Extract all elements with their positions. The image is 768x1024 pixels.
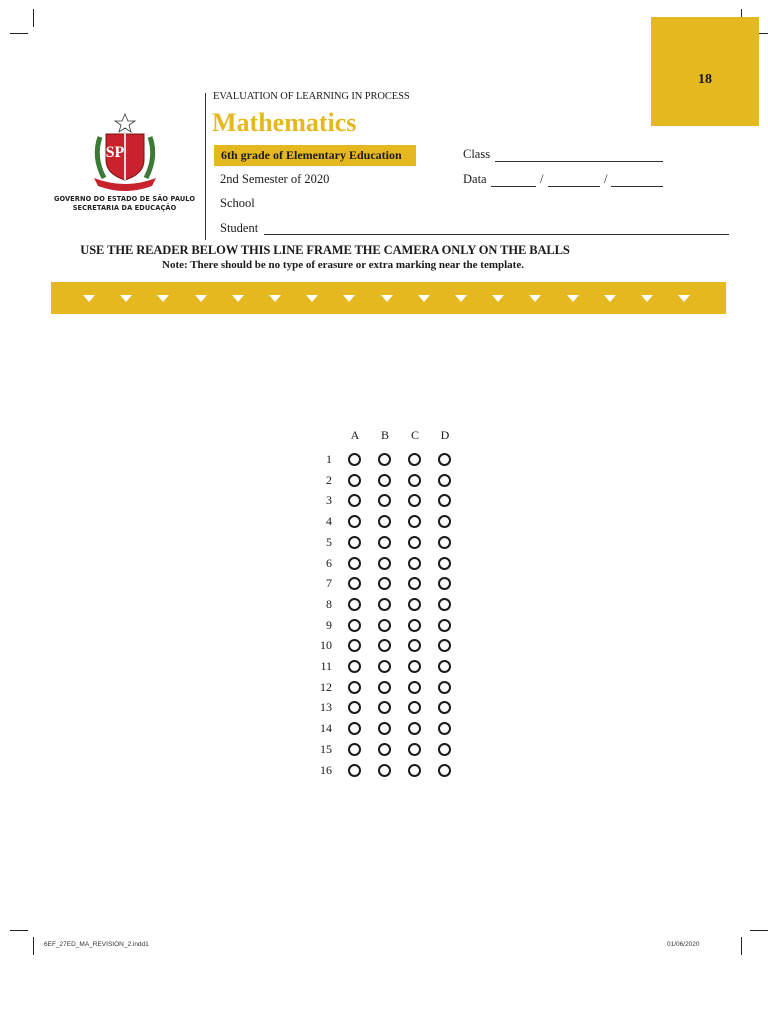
question-number: 7 [326, 576, 332, 591]
question-row [300, 553, 470, 573]
answer-bubble-b[interactable] [378, 453, 391, 466]
answer-bubble-a[interactable] [348, 660, 361, 673]
alignment-triangle-icon [343, 295, 355, 302]
answer-bubble-d[interactable] [438, 681, 451, 694]
question-row [300, 697, 470, 717]
date-year-field[interactable] [611, 186, 663, 187]
alignment-triangle-icon [232, 295, 244, 302]
government-logo [52, 112, 197, 217]
answer-bubble-b[interactable] [378, 660, 391, 673]
answer-bubble-d[interactable] [438, 453, 451, 466]
semester-label: 2nd Semester of 2020 [220, 172, 330, 186]
alignment-triangle-icon [120, 295, 132, 302]
answer-bubble-b[interactable] [378, 494, 391, 507]
answer-bubble-d[interactable] [438, 743, 451, 756]
answer-bubble-b[interactable] [378, 701, 391, 714]
question-row [300, 511, 470, 531]
question-row [300, 449, 470, 469]
answer-bubble-c[interactable] [408, 764, 421, 777]
footer-date: 01/06/2020 [667, 941, 700, 948]
grade-band [214, 145, 416, 166]
alignment-triangle-icon [306, 295, 318, 302]
alignment-triangle-icon [678, 295, 690, 302]
question-number: 6 [326, 555, 332, 570]
answer-bubble-a[interactable] [348, 577, 361, 590]
answer-bubble-a[interactable] [348, 536, 361, 549]
question-number: 4 [326, 514, 332, 529]
answer-bubble-d[interactable] [438, 494, 451, 507]
option-header: C [410, 428, 419, 442]
answer-bubble-c[interactable] [408, 494, 421, 507]
question-number: 1 [326, 452, 332, 466]
answer-bubble-c[interactable] [408, 619, 421, 632]
crop-mark [741, 937, 742, 955]
alignment-triangle-icon [641, 295, 653, 302]
crop-mark [10, 33, 28, 34]
question-number: 8 [326, 596, 332, 611]
answer-bubble-b[interactable] [378, 515, 391, 528]
answer-bubble-a[interactable] [348, 557, 361, 570]
header-divider [205, 93, 206, 240]
answer-bubble-a[interactable] [348, 474, 361, 487]
crop-mark [10, 930, 28, 931]
footer-file-name: 6EF_27ED_MA_REVISION_2.indd1 [44, 941, 149, 948]
grade-label: 6th grade of Elementary Education [221, 148, 402, 162]
evaluation-title: EVALUATION OF LEARNING IN PROCESS [213, 91, 410, 102]
question-row [300, 635, 470, 655]
answer-bubble-a[interactable] [348, 764, 361, 777]
class-label: Class [463, 147, 491, 161]
question-row [300, 532, 470, 552]
answer-bubble-d[interactable] [438, 577, 451, 590]
logo-line-1: GOVERNO DO ESTADO DE SÃO PAULO [53, 195, 196, 203]
answer-bubble-b[interactable] [378, 536, 391, 549]
answer-bubble-a[interactable] [348, 681, 361, 694]
answer-bubble-c[interactable] [408, 701, 421, 714]
question-row [300, 490, 470, 510]
answer-bubble-a[interactable] [348, 743, 361, 756]
answer-bubble-c[interactable] [408, 598, 421, 611]
answer-bubble-a[interactable] [348, 639, 361, 652]
erasure-note: Note: There should be no type of erasure or extra marking near the template. [162, 259, 524, 271]
question-row [300, 656, 470, 676]
question-number: 14 [320, 721, 332, 736]
answer-bubble-d[interactable] [438, 557, 451, 570]
answer-bubble-b[interactable] [378, 577, 391, 590]
question-number: 16 [320, 762, 332, 777]
answer-bubble-b[interactable] [378, 598, 391, 611]
question-number: 11 [320, 659, 332, 673]
alignment-triangle-icon [492, 295, 504, 302]
question-row [300, 760, 470, 780]
answer-bubble-d[interactable] [438, 474, 451, 487]
answer-bubble-b[interactable] [378, 557, 391, 570]
alignment-triangle-icon [195, 295, 207, 302]
alignment-triangle-icon [269, 295, 281, 302]
answer-grid [300, 426, 470, 786]
question-number: 13 [320, 700, 332, 715]
answer-bubble-d[interactable] [438, 722, 451, 735]
question-row [300, 573, 470, 593]
answer-bubble-a[interactable] [348, 598, 361, 611]
question-row [300, 594, 470, 614]
reader-instruction: USE THE READER BELOW THIS LINE FRAME THE CAMERA ONLY ON THE BALLS [80, 243, 570, 257]
crop-mark [33, 9, 34, 27]
answer-bubble-d[interactable] [438, 619, 451, 632]
option-header: A [350, 428, 360, 442]
answer-bubble-d[interactable] [438, 515, 451, 528]
question-number: 15 [320, 741, 332, 756]
answer-bubble-d[interactable] [438, 660, 451, 673]
question-number: 10 [320, 638, 332, 653]
date-month-field[interactable] [548, 186, 600, 187]
answer-bubble-a[interactable] [348, 701, 361, 714]
answer-bubble-d[interactable] [438, 639, 451, 652]
alignment-triangle-icon [418, 295, 430, 302]
question-number: 2 [326, 472, 332, 487]
alignment-triangle-icon [567, 295, 579, 302]
answer-bubble-a[interactable] [348, 453, 361, 466]
answer-bubble-b[interactable] [378, 722, 391, 735]
answer-bubble-c[interactable] [408, 453, 421, 466]
answer-bubble-b[interactable] [378, 681, 391, 694]
answer-bubble-b[interactable] [378, 639, 391, 652]
date-separator: / [604, 172, 608, 186]
question-row [300, 677, 470, 697]
answer-bubble-c[interactable] [408, 722, 421, 735]
subject-title: Mathematics [212, 108, 357, 137]
answer-bubble-c[interactable] [408, 660, 421, 673]
answer-bubble-b[interactable] [378, 743, 391, 756]
answer-bubble-c[interactable] [408, 639, 421, 652]
option-header: B [380, 428, 389, 442]
class-field[interactable] [495, 161, 663, 162]
answer-bubble-c[interactable] [408, 474, 421, 487]
alignment-triangle-icon [529, 295, 541, 302]
answer-bubble-d[interactable] [438, 701, 451, 714]
option-header: D [440, 428, 450, 442]
question-row [300, 615, 470, 635]
answer-bubble-a[interactable] [348, 515, 361, 528]
answer-bubble-c[interactable] [408, 681, 421, 694]
date-separator: / [540, 172, 544, 186]
alignment-triangle-icon [455, 295, 467, 302]
alignment-triangle-icon [157, 295, 169, 302]
alignment-triangle-icon [381, 295, 393, 302]
logo-line-2: SECRETARIA DA EDUCAÇÃO [72, 204, 177, 212]
answer-bubble-d[interactable] [438, 598, 451, 611]
alignment-triangle-icon [83, 295, 95, 302]
answer-bubble-b[interactable] [378, 764, 391, 777]
question-row [300, 470, 470, 490]
answer-bubble-b[interactable] [378, 619, 391, 632]
answer-bubble-c[interactable] [408, 515, 421, 528]
question-number: 9 [326, 617, 332, 632]
student-name-field[interactable] [264, 234, 729, 235]
scan-alignment-band [51, 282, 726, 314]
coat-of-arms-icon [90, 112, 160, 192]
answer-bubble-d[interactable] [438, 536, 451, 549]
page-number-box [651, 17, 759, 126]
answer-bubble-a[interactable] [348, 494, 361, 507]
date-label: Data [463, 172, 487, 186]
answer-bubble-b[interactable] [378, 474, 391, 487]
answer-bubble-c[interactable] [408, 743, 421, 756]
question-number: 12 [320, 679, 332, 694]
date-day-field[interactable] [491, 186, 536, 187]
answer-bubble-a[interactable] [348, 619, 361, 632]
answer-bubble-c[interactable] [408, 536, 421, 549]
crop-mark [33, 937, 34, 955]
emblem-letters: SP [105, 144, 125, 161]
alignment-triangle-icon [604, 295, 616, 302]
school-label: School [220, 196, 255, 210]
question-row [300, 718, 470, 738]
question-row [300, 739, 470, 759]
student-label: Student [220, 221, 259, 235]
crop-mark [750, 930, 768, 931]
answer-bubble-d[interactable] [438, 764, 451, 777]
question-number: 3 [326, 493, 332, 508]
question-number: 5 [326, 534, 332, 549]
answer-bubble-a[interactable] [348, 722, 361, 735]
answer-bubble-c[interactable] [408, 557, 421, 570]
answer-bubble-c[interactable] [408, 577, 421, 590]
page-number: 18 [698, 72, 712, 87]
